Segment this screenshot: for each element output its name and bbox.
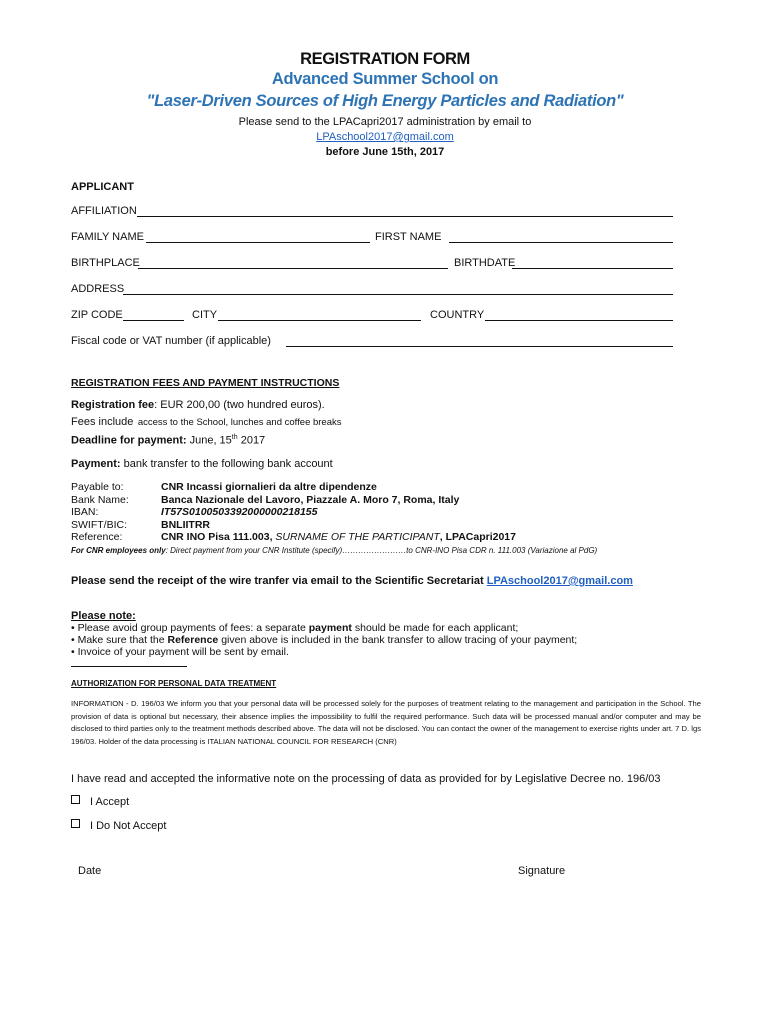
swift-label: SWIFT/BIC: — [71, 518, 127, 531]
city-line[interactable] — [218, 320, 421, 321]
note-item-1-a: • Please avoid group payments of fees: a separate — [71, 622, 306, 634]
not-accept-option[interactable] — [71, 819, 166, 832]
cnr-note-label: For CNR employees only — [71, 546, 166, 555]
note-item-1 — [71, 622, 518, 634]
reference-code: CNR INO Pisa 111.003, — [161, 531, 273, 543]
iban-value: IT57S0100503392000000218155 — [161, 506, 318, 518]
note-item-2 — [71, 634, 577, 646]
school-title: Advanced Summer School on — [271, 70, 499, 88]
privacy-heading: AUTHORIZATION FOR PERSONAL DATA TREATMENT — [71, 679, 277, 688]
signature-label: Signature — [518, 865, 566, 877]
school-topic: "Laser-Driven Sources of High Energy Particles and Radiation" — [146, 92, 624, 110]
country-label: COUNTRY — [430, 309, 485, 321]
fee-value: : EUR 200,00 (two hundred euros). — [154, 399, 325, 411]
fees-include-label: Fees include — [71, 416, 134, 428]
country-line[interactable] — [485, 320, 673, 321]
note-item-2-a: • Make sure that the — [71, 634, 165, 646]
receipt-text: Please send the receipt of the wire tranfer via email to the Scientific Secretariat — [71, 575, 484, 587]
form-title: REGISTRATION FORM — [300, 50, 470, 68]
iban-label: IBAN: — [71, 506, 99, 518]
fiscal-label: Fiscal code or VAT number (if applicable) — [71, 335, 271, 347]
fiscal-line[interactable] — [286, 346, 673, 347]
applicant-heading: APPLICANT — [71, 181, 134, 193]
header-email-link[interactable]: LPAschool2017@gmail.com — [316, 131, 454, 143]
send-instruction: Please send to the LPACapri2017 administration by email to — [238, 116, 532, 128]
first-name-label: FIRST NAME — [375, 231, 442, 243]
deadline-sup: th — [231, 434, 238, 441]
note-item-1-c: should be made for each applicant; — [354, 622, 519, 634]
bank-name-label: Bank Name: — [71, 493, 129, 506]
reference-label: Reference: — [71, 531, 123, 543]
submission-deadline: before June 15th, 2017 — [325, 146, 445, 158]
fees-heading: REGISTRATION FEES AND PAYMENT INSTRUCTIONS — [71, 377, 340, 389]
address-line[interactable] — [123, 294, 673, 295]
address-label: ADDRESS — [71, 283, 125, 295]
payable-label: Payable to: — [71, 481, 124, 493]
affiliation-field[interactable] — [71, 205, 675, 221]
accept-label: I Accept — [90, 796, 130, 808]
privacy-body: INFORMATION - D. 196/03 We inform you that your personal data will be processed solely for the purposes of treatment relating to the management and participation in the School. The provision of data is optional but necessary, their absence implies the impossibility to fulfil the required performance. Such data will be processed manual and/or computer and may be disclosed to third parties only to the treatment methods described above. The data will not be disclosed. You can contact the owner of the management to exercise rights under art. 7 D. lgs 196/03. Holder of the data processing is ITALIAN NATIONAL COUNCIL FOR RESEARCH (CNR) — [71, 699, 701, 746]
note-item-1-b: payment — [308, 622, 352, 634]
birthdate-line[interactable] — [512, 268, 673, 269]
fees-include-text: access to the School, lunches and coffee breaks — [137, 417, 342, 428]
affiliation-label: AFFILIATION — [71, 205, 137, 217]
note-item-2-c: given above is included in the bank transfer to allow tracing of your payment; — [221, 634, 578, 646]
accept-option[interactable] — [71, 795, 129, 808]
birthplace-label: BIRTHPLACE — [71, 257, 140, 269]
payment-deadline — [71, 434, 265, 447]
affiliation-line[interactable] — [137, 216, 673, 217]
family-name-line[interactable] — [146, 242, 370, 243]
receipt-email-link[interactable]: LPAschool2017@gmail.com — [486, 575, 633, 587]
note-item-2-b: Reference — [167, 634, 219, 646]
birth-row — [71, 257, 675, 273]
birthplace-line[interactable] — [138, 268, 448, 269]
fees-include — [71, 412, 342, 430]
deadline-label: Deadline for payment: — [71, 434, 187, 447]
registration-fee — [71, 399, 325, 411]
city-label: CITY — [192, 309, 218, 321]
deadline-year: 2017 — [240, 434, 266, 447]
reference-surname: SURNAME OF THE PARTICIPANT — [275, 531, 440, 543]
fee-label: Registration fee — [71, 399, 155, 411]
please-note-heading: Please note: — [71, 610, 136, 622]
privacy-statement: I have read and accepted the informative note on the processing of data as provided for by Legislative Decree no. 196/03 — [71, 773, 661, 785]
section-divider — [71, 666, 187, 667]
name-row — [71, 231, 675, 247]
not-accept-checkbox[interactable] — [71, 819, 80, 828]
date-label: Date — [78, 865, 102, 877]
swift-value: BNLIITRR — [161, 518, 210, 531]
fiscal-field[interactable] — [71, 335, 675, 351]
reference-value — [161, 531, 516, 544]
note-item-3: • Invoice of your payment will be sent by email. — [71, 646, 289, 658]
birthdate-label: BIRTHDATE — [454, 257, 516, 269]
location-row — [71, 309, 675, 325]
not-accept-label: I Do Not Accept — [90, 820, 167, 832]
deadline-value: June, 15 — [189, 434, 232, 447]
family-name-label: FAMILY NAME — [71, 231, 144, 243]
payment-label: Payment: — [71, 458, 121, 470]
zip-label: ZIP CODE — [71, 309, 123, 321]
payable-value: CNR Incassi giornalieri da altre dipendenze — [161, 481, 377, 493]
zip-line[interactable] — [123, 320, 184, 321]
accept-checkbox[interactable] — [71, 795, 80, 804]
address-field[interactable] — [71, 283, 675, 299]
reference-event: , LPACapri2017 — [439, 531, 516, 543]
first-name-line[interactable] — [449, 242, 673, 243]
payment-value: bank transfer to the following bank account — [123, 458, 333, 470]
payment-method — [71, 458, 333, 470]
bank-name-value: Banca Nazionale del Lavoro, Piazzale A. Moro 7, Roma, Italy — [161, 493, 460, 506]
receipt-instruction — [71, 575, 633, 587]
cnr-employee-note — [71, 546, 597, 555]
cnr-note-text: : Direct payment from your CNR Institute (specify)……………………to CNR-INO Pisa CDR n. 111.003 (Variazione al PdG) — [165, 546, 598, 555]
